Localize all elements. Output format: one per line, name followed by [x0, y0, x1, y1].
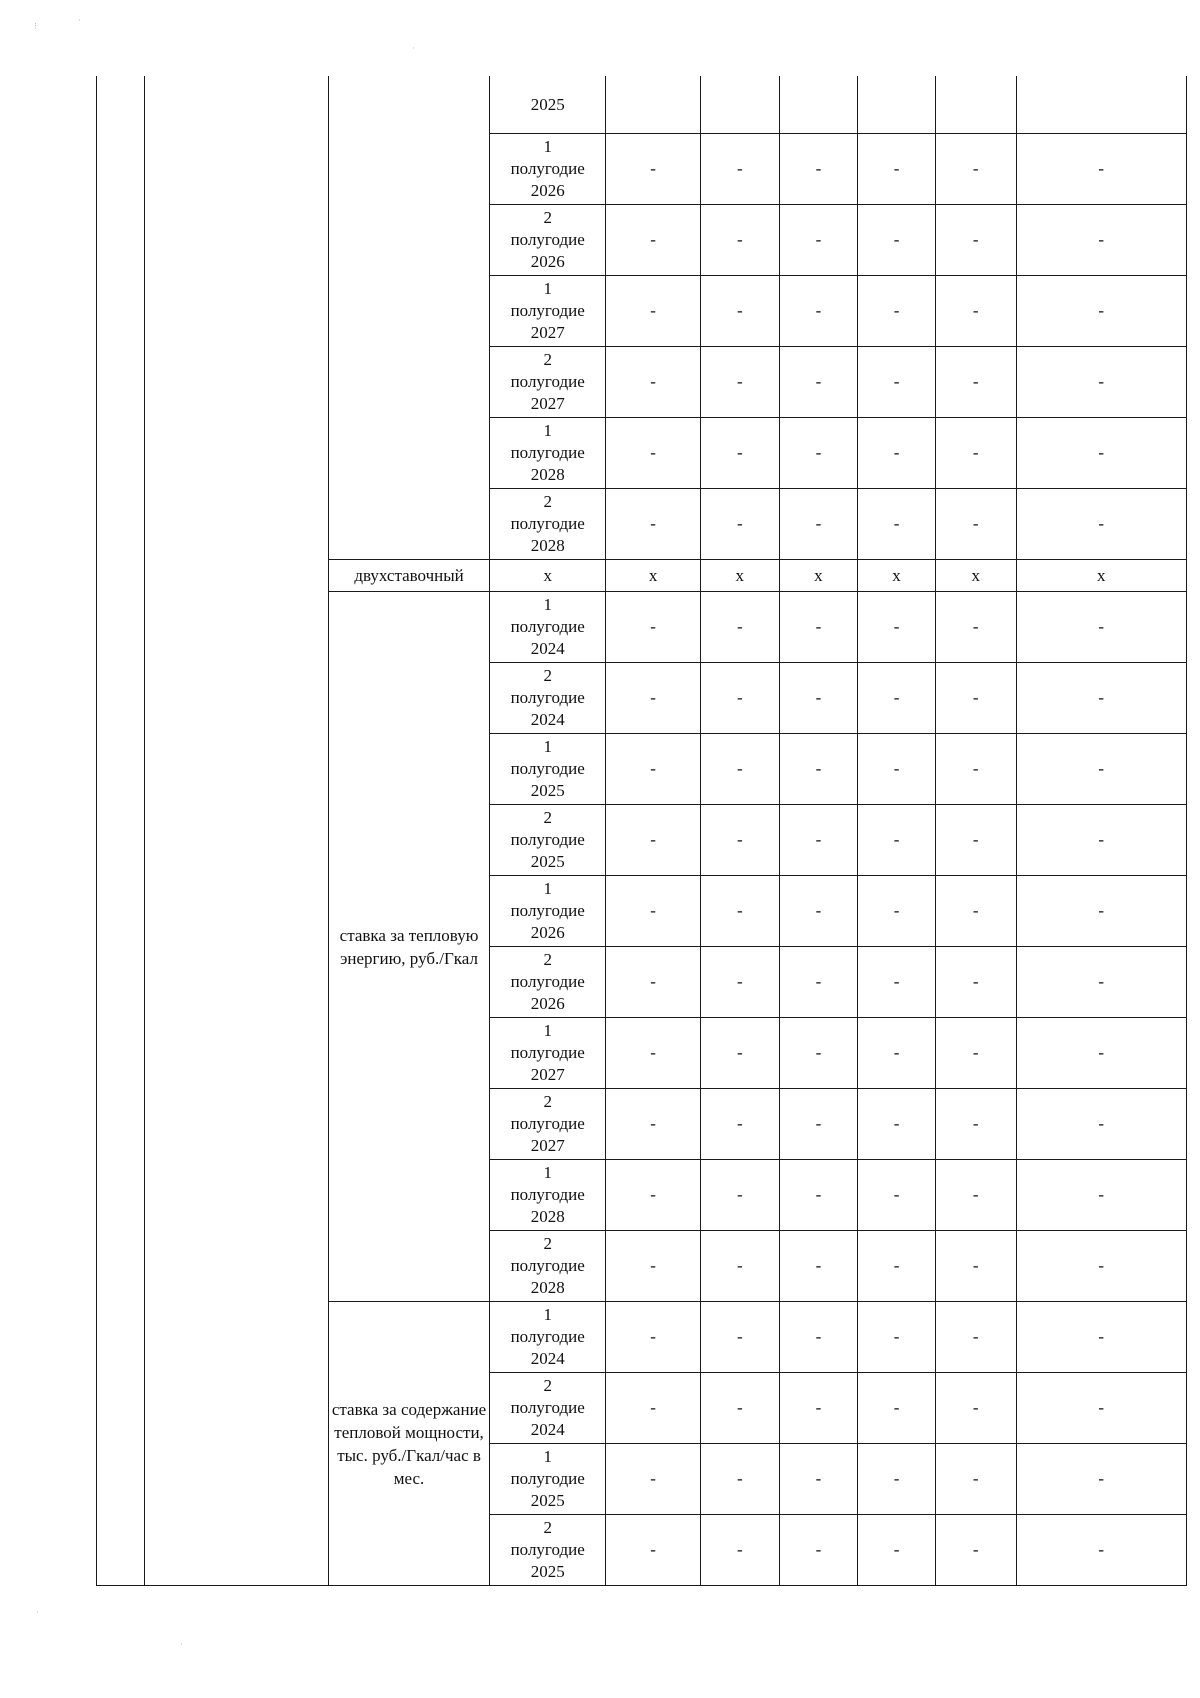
value-cell: - — [1016, 1373, 1186, 1444]
rate-cell-continued — [328, 76, 489, 560]
period-cell — [490, 1018, 606, 1089]
value-cell: - — [606, 1302, 701, 1373]
value-cell: - — [1016, 276, 1186, 347]
value-cell: - — [606, 592, 701, 663]
value-cell: - — [606, 1089, 701, 1160]
value-cell: - — [700, 418, 779, 489]
value-cell: - — [1016, 1160, 1186, 1231]
value-cell: - — [1016, 947, 1186, 1018]
value-cell: - — [779, 592, 858, 663]
value-cell: - — [606, 418, 701, 489]
value-cell: - — [935, 1160, 1016, 1231]
value-cell: - — [779, 347, 858, 418]
value-cell: - — [858, 1160, 936, 1231]
value-cell: - — [779, 876, 858, 947]
value-cell: - — [779, 1444, 858, 1515]
value-cell: - — [858, 805, 936, 876]
period-half: 1 — [543, 879, 552, 898]
value-cell: - — [700, 205, 779, 276]
value-cell: - — [858, 1018, 936, 1089]
value-cell: - — [858, 134, 936, 205]
not-applicable-mark: x — [700, 560, 779, 592]
value-cell: - — [700, 1018, 779, 1089]
value-cell: - — [935, 663, 1016, 734]
value-cell: - — [700, 489, 779, 560]
value-cell: - — [1016, 805, 1186, 876]
value-cell: - — [858, 592, 936, 663]
period-half: 2 — [543, 1376, 552, 1395]
value-cell: - — [606, 347, 701, 418]
value-cell: - — [1016, 347, 1186, 418]
not-applicable-mark: x — [490, 560, 606, 592]
scan-speck: ⁝ — [34, 22, 37, 32]
period-year: 2027 — [530, 1065, 565, 1084]
period-half: 1 — [543, 279, 552, 298]
value-cell: - — [700, 592, 779, 663]
period-word: полугодие — [510, 1327, 585, 1346]
value-cell: - — [700, 734, 779, 805]
not-applicable-mark: x — [1016, 560, 1186, 592]
period-cell — [490, 489, 606, 560]
value-cell: - — [1016, 1018, 1186, 1089]
period-year: 2028 — [530, 1207, 565, 1226]
value-cell: - — [858, 1373, 936, 1444]
value-cell: - — [858, 1231, 936, 1302]
value-cell: - — [1016, 1089, 1186, 1160]
value-cell: - — [935, 418, 1016, 489]
table-row — [97, 76, 1187, 134]
period-cell — [490, 1160, 606, 1231]
period-word: полугодие — [510, 1398, 585, 1417]
value-cell: - — [606, 205, 701, 276]
period-word: полугодие — [510, 972, 585, 991]
value-cell: - — [1016, 418, 1186, 489]
value-cell: - — [935, 734, 1016, 805]
value-cell: - — [779, 947, 858, 1018]
value-cell: - — [858, 1302, 936, 1373]
period-half: 1 — [543, 1447, 552, 1466]
value-cell: - — [858, 347, 936, 418]
tariff-table — [96, 76, 1187, 1586]
value-cell: - — [700, 1089, 779, 1160]
value-cell: - — [606, 1515, 701, 1586]
value-cell: - — [858, 876, 936, 947]
period-word: полугодие — [510, 301, 585, 320]
value-cell: - — [606, 947, 701, 1018]
value-cell: - — [1016, 734, 1186, 805]
period-half: 2 — [543, 1092, 552, 1111]
period-year: 2027 — [530, 323, 565, 342]
period-cell — [490, 734, 606, 805]
value-cell: - — [606, 1231, 701, 1302]
period-half: 2 — [543, 350, 552, 369]
value-cell: - — [779, 1302, 858, 1373]
period-cell — [490, 276, 606, 347]
value-cell: - — [779, 1231, 858, 1302]
period-word: полугодие — [510, 1469, 585, 1488]
value-cell: - — [1016, 1231, 1186, 1302]
period-year: 2028 — [530, 465, 565, 484]
period-cell — [490, 205, 606, 276]
period-cell — [490, 418, 606, 489]
value-cell: - — [606, 663, 701, 734]
period-word: полугодие — [510, 1043, 585, 1062]
value-cell: - — [606, 1160, 701, 1231]
period-word: полугодие — [510, 1540, 585, 1559]
value-cell: - — [858, 1515, 936, 1586]
value-cell: - — [935, 347, 1016, 418]
value-cell: - — [779, 1515, 858, 1586]
value-cell: - — [606, 805, 701, 876]
value-cell: - — [779, 1373, 858, 1444]
period-year: 2025 — [530, 852, 565, 871]
value-cell: - — [1016, 1302, 1186, 1373]
value-cell: - — [935, 1089, 1016, 1160]
value-cell: - — [935, 1231, 1016, 1302]
value-cell: - — [1016, 592, 1186, 663]
period-cell — [490, 1444, 606, 1515]
period-word: полугодие — [510, 759, 585, 778]
value-cell: - — [606, 876, 701, 947]
value-cell: - — [779, 1160, 858, 1231]
value-cell: - — [935, 876, 1016, 947]
value-cell: - — [935, 134, 1016, 205]
value-cell: - — [1016, 1515, 1186, 1586]
value-cell: - — [858, 947, 936, 1018]
period-year: 2026 — [530, 252, 565, 271]
period-half: 1 — [543, 595, 552, 614]
period-cell — [490, 1231, 606, 1302]
value-cell: - — [700, 947, 779, 1018]
period-half: 2 — [543, 1518, 552, 1537]
period-year: 2026 — [530, 923, 565, 942]
period-cell — [490, 347, 606, 418]
value-cell: - — [935, 805, 1016, 876]
value-cell: - — [606, 276, 701, 347]
period-cell — [490, 947, 606, 1018]
period-word: полугодие — [510, 159, 585, 178]
value-cell: - — [858, 1089, 936, 1160]
value-cell: - — [606, 1018, 701, 1089]
rate-energy-label: ставка за тепловую энергию, руб./Гкал — [328, 592, 489, 1302]
period-word: полугодие — [510, 514, 585, 533]
period-word: полугодие — [510, 901, 585, 920]
period-cell — [490, 876, 606, 947]
period-half: 2 — [543, 950, 552, 969]
value-cell: - — [606, 1373, 701, 1444]
value-cell: - — [935, 1018, 1016, 1089]
period-cell — [490, 1089, 606, 1160]
period-word: полугодие — [510, 1185, 585, 1204]
value-cell — [858, 76, 936, 134]
period-word: полугодие — [510, 1114, 585, 1133]
value-cell: - — [700, 276, 779, 347]
period-cell — [490, 805, 606, 876]
period-cell — [490, 1515, 606, 1586]
value-cell: - — [779, 276, 858, 347]
period-half: 2 — [543, 492, 552, 511]
value-cell: - — [700, 1302, 779, 1373]
value-cell: - — [858, 205, 936, 276]
period-cell — [490, 134, 606, 205]
period-year: 2026 — [530, 994, 565, 1013]
value-cell: - — [858, 276, 936, 347]
period-word: полугодие — [510, 1256, 585, 1275]
period-half: 1 — [543, 737, 552, 756]
value-cell: - — [779, 489, 858, 560]
period-word: полугодие — [510, 688, 585, 707]
organization-column-cell — [145, 76, 329, 1586]
not-applicable-mark: x — [606, 560, 701, 592]
value-cell: - — [700, 805, 779, 876]
period-half: 1 — [543, 1163, 552, 1182]
value-cell: - — [935, 276, 1016, 347]
rate-capacity-label: ставка за содержание тепловой мощности, тыс. руб./Гкал/час в мес. — [328, 1302, 489, 1586]
period-word: полугодие — [510, 372, 585, 391]
value-cell: - — [858, 1444, 936, 1515]
period-word: полугодие — [510, 830, 585, 849]
value-cell: - — [606, 134, 701, 205]
value-cell: - — [779, 734, 858, 805]
period-year: 2025 — [530, 1491, 565, 1510]
value-cell: - — [779, 663, 858, 734]
period-cell: 2025 — [490, 76, 606, 134]
not-applicable-mark: x — [779, 560, 858, 592]
value-cell: - — [700, 876, 779, 947]
period-half: 1 — [543, 137, 552, 156]
period-year: 2025 — [530, 1562, 565, 1581]
period-year: 2024 — [530, 710, 565, 729]
value-cell: - — [1016, 663, 1186, 734]
value-cell — [1016, 76, 1186, 134]
period-year: 2028 — [530, 1278, 565, 1297]
value-cell — [779, 76, 858, 134]
value-cell: - — [1016, 205, 1186, 276]
period-year: 2024 — [530, 1420, 565, 1439]
value-cell: - — [858, 734, 936, 805]
period-year: 2026 — [530, 181, 565, 200]
value-cell: - — [779, 134, 858, 205]
period-half: 1 — [543, 421, 552, 440]
period-half: 2 — [543, 1234, 552, 1253]
not-applicable-mark: x — [935, 560, 1016, 592]
period-cell — [490, 1302, 606, 1373]
value-cell: - — [700, 1515, 779, 1586]
tariff-type-label: двухставочный — [328, 560, 489, 592]
value-cell: - — [858, 418, 936, 489]
value-cell: - — [1016, 489, 1186, 560]
period-cell — [490, 663, 606, 734]
period-year: 2028 — [530, 536, 565, 555]
value-cell — [606, 76, 701, 134]
value-cell: - — [1016, 1444, 1186, 1515]
value-cell: - — [606, 489, 701, 560]
value-cell: - — [935, 947, 1016, 1018]
number-column-cell — [97, 76, 145, 1586]
period-year: 2027 — [530, 394, 565, 413]
period-word: полугодие — [510, 443, 585, 462]
scan-speck: · — [78, 16, 81, 26]
value-cell: - — [1016, 134, 1186, 205]
period-cell — [490, 592, 606, 663]
value-cell: - — [700, 347, 779, 418]
value-cell: - — [935, 489, 1016, 560]
value-cell: - — [858, 489, 936, 560]
value-cell: - — [779, 418, 858, 489]
period-year: 2024 — [530, 639, 565, 658]
value-cell: - — [700, 1231, 779, 1302]
value-cell: - — [779, 805, 858, 876]
value-cell — [700, 76, 779, 134]
scan-speck: · — [180, 1640, 183, 1650]
value-cell: - — [606, 734, 701, 805]
value-cell: - — [700, 1160, 779, 1231]
period-year: 2027 — [530, 1136, 565, 1155]
value-cell: - — [606, 1444, 701, 1515]
value-cell: - — [935, 1515, 1016, 1586]
value-cell: - — [935, 1444, 1016, 1515]
value-cell: - — [779, 1089, 858, 1160]
value-cell: - — [935, 1373, 1016, 1444]
value-cell: - — [700, 663, 779, 734]
value-cell: - — [700, 1444, 779, 1515]
not-applicable-mark: x — [858, 560, 936, 592]
scan-speck: · — [412, 44, 415, 54]
period-half: 1 — [543, 1021, 552, 1040]
value-cell — [935, 76, 1016, 134]
value-cell: - — [858, 663, 936, 734]
value-cell: - — [700, 1373, 779, 1444]
period-half: 2 — [543, 208, 552, 227]
period-half: 1 — [543, 1305, 552, 1324]
tariff-table-body — [97, 76, 1187, 1586]
period-half: 2 — [543, 808, 552, 827]
period-year: 2025 — [530, 781, 565, 800]
value-cell: - — [935, 205, 1016, 276]
period-word: полугодие — [510, 617, 585, 636]
scan-speck: · — [36, 1608, 39, 1618]
value-cell: - — [700, 134, 779, 205]
value-cell: - — [1016, 876, 1186, 947]
value-cell: - — [779, 205, 858, 276]
value-cell: - — [935, 592, 1016, 663]
value-cell: - — [935, 1302, 1016, 1373]
period-cell — [490, 1373, 606, 1444]
period-word: полугодие — [510, 230, 585, 249]
value-cell: - — [779, 1018, 858, 1089]
period-year: 2024 — [530, 1349, 565, 1368]
period-half: 2 — [543, 666, 552, 685]
